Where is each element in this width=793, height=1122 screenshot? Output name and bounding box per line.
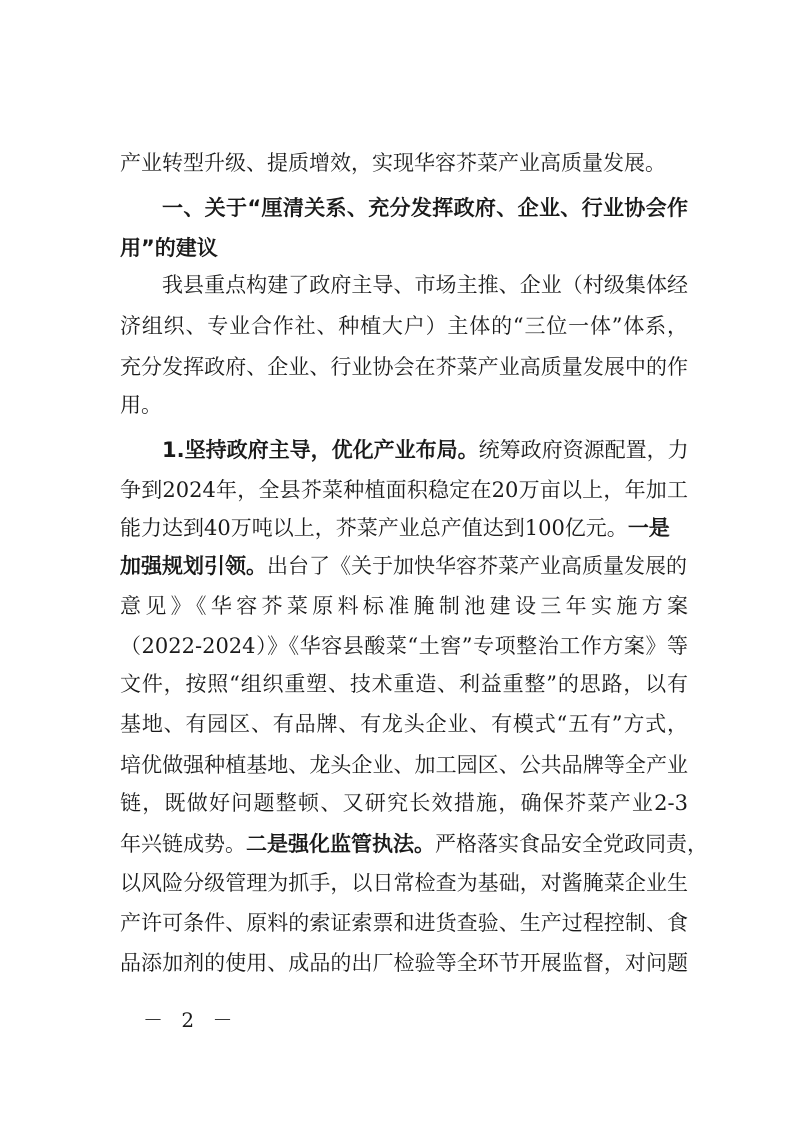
paragraph-line	[120, 546, 688, 586]
paragraph-line: 用。	[120, 393, 162, 417]
paragraph-line: 以风险分级管理为抓手，以日常检查为基础，对酱腌菜企业生	[120, 871, 688, 895]
paragraph-line: 产许可条件、原料的索证索票和进货查验、生产过程控制、食	[120, 911, 688, 935]
bold-lead-text: 加强规划引领。	[120, 554, 267, 578]
inline-text: 统筹政府资源配置，力	[478, 438, 689, 462]
paragraph-line	[162, 430, 688, 470]
paragraph-line: （2022-2024）》《华容县酸菜“土窖”专项整治工作方案》等	[120, 634, 688, 658]
paragraph-line	[120, 508, 688, 548]
section-heading-line-1: 一、关于“厘清关系、充分发挥政府、企业、行业协会作	[162, 196, 688, 220]
paragraph-line: 意见》《华容芥菜原料标准腌制池建设三年实施方案	[120, 594, 688, 618]
paragraph-line: 争到2024年，全县芥菜种植面积稳定在20万亩以上，年加工	[120, 478, 688, 502]
paragraph-line: 品添加剂的使用、成品的出厂检验等全环节开展监督，对问题	[120, 951, 688, 975]
paragraph-line	[120, 824, 708, 864]
section-heading-line-2: 用”的建议	[120, 236, 218, 260]
paragraph-line: 产业转型升级、提质增效，实现华容芥菜产业高质量发展。	[120, 151, 666, 175]
inline-text: 出台了《关于加快华容芥菜产业高质量发展的	[267, 554, 687, 578]
paragraph-line: 充分发挥政府、企业、行业协会在芥菜产业高质量发展中的作	[120, 355, 688, 379]
paragraph-line: 培优做强种植基地、龙头企业、加工园区、公共品牌等全产业	[120, 753, 688, 777]
bold-lead-text: 一是	[627, 516, 670, 540]
paragraph-line: 基地、有园区、有品牌、有龙头企业、有模式“五有”方式，	[120, 712, 688, 736]
bold-lead-text: 1.坚持政府主导，优化产业布局。	[162, 438, 479, 462]
paragraph-line: 文件，按照“组织重塑、技术重造、利益重整”的思路，以有	[120, 672, 688, 696]
inline-text: 严格落实食品安全党政同责，	[435, 832, 708, 856]
paragraph-line: 链，既做好问题整顿、又研究长效措施，确保芥菜产业2-3	[120, 791, 688, 815]
inline-text: 能力达到40万吨以上，芥菜产业总产值达到100亿元。	[120, 516, 628, 540]
inline-text: 年兴链成势。	[120, 832, 246, 856]
paragraph-line: 济组织、专业合作社、种植大户）主体的“三位一体”体系，	[120, 314, 688, 338]
page-number: － 2 －	[143, 1008, 239, 1032]
paragraph-line: 我县重点构建了政府主导、市场主推、企业（村级集体经	[162, 273, 688, 297]
bold-lead-text: 二是强化监管执法。	[246, 832, 435, 856]
